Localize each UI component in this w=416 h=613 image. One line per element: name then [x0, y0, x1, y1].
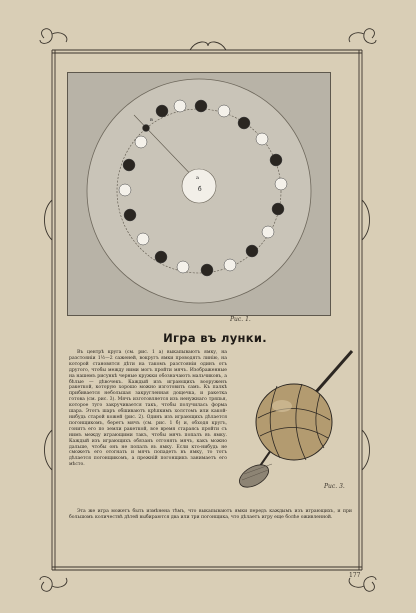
article-title: Игра въ лунки.: [163, 331, 267, 345]
label-b: б: [198, 186, 202, 193]
figure-3-caption: Рис. 3.: [324, 483, 345, 490]
figure-1-photo: [67, 72, 331, 316]
article-body: [69, 350, 227, 468]
page-number: 177: [349, 572, 361, 579]
article-footer-text: [69, 509, 352, 521]
paragraph-2: Эта же игра можетъ быть измѣнена тѣмъ, что выкапываютъ ямки передъ каждымъ изъ играющихъ, и при большомъ количествѣ дѣтей выбираются два или три погонщика, что дѣлаетъ игру еще болѣе оживленной.: [69, 509, 352, 520]
figure-3-ball-racket: [232, 348, 357, 493]
label-v: в: [150, 117, 153, 123]
paragraph-1: Въ центрѣ круга (см. рис. 1 а) выкапываютъ ямку, на разстояніи 1½—2 саженей, вокругъ ямки проводятъ линію, на которой становятся дѣти на такомъ разстояніи одинъ отъ другого, чтобы между ними могъ пройти мячъ. Изображенные на нашемъ рисункѣ черные кружки обозначаютъ мальчиковъ, а бѣлые — дѣвочекъ. Каждый изъ играющихъ вооруженъ ракеткой, которую хорошо можно изготовить самъ. Къ палкѣ прибивается небольшая закругленная дощечка, и ракетка готова (см. рис. 3). Мячъ изготовляется изъ ненужнаго тряпья, которое туго закручивается такъ, чтобы получилась форма шара. Этотъ шаръ обшиваютъ крѣпкимъ холстомъ или какой-нибудь старой кожей (рис. 2). Одинъ изъ играющихъ дѣлается погонщикомъ, беретъ мячъ (см. рис. 1 б) и, обходя кругъ, гонитъ его по земли ракеткой, все время стараясь пройти съ нимъ между играющими такъ, чтобы мячъ попалъ въ ямку. Каждый изъ играющихъ обязанъ отгонять мячъ, какъ можно дальше, чтобы онъ не попалъ въ ямку. Если кто-нибудь не сможетъ его отогнать и мячъ попадетъ въ ямку, то тотъ дѣлается погонщикомъ, а прежній погонщикъ занимаетъ его мѣсто.: [69, 350, 227, 468]
game-circle-diagram: [68, 73, 330, 315]
label-a: a: [196, 175, 199, 181]
figure-1-caption: Рис. 1.: [230, 316, 251, 323]
